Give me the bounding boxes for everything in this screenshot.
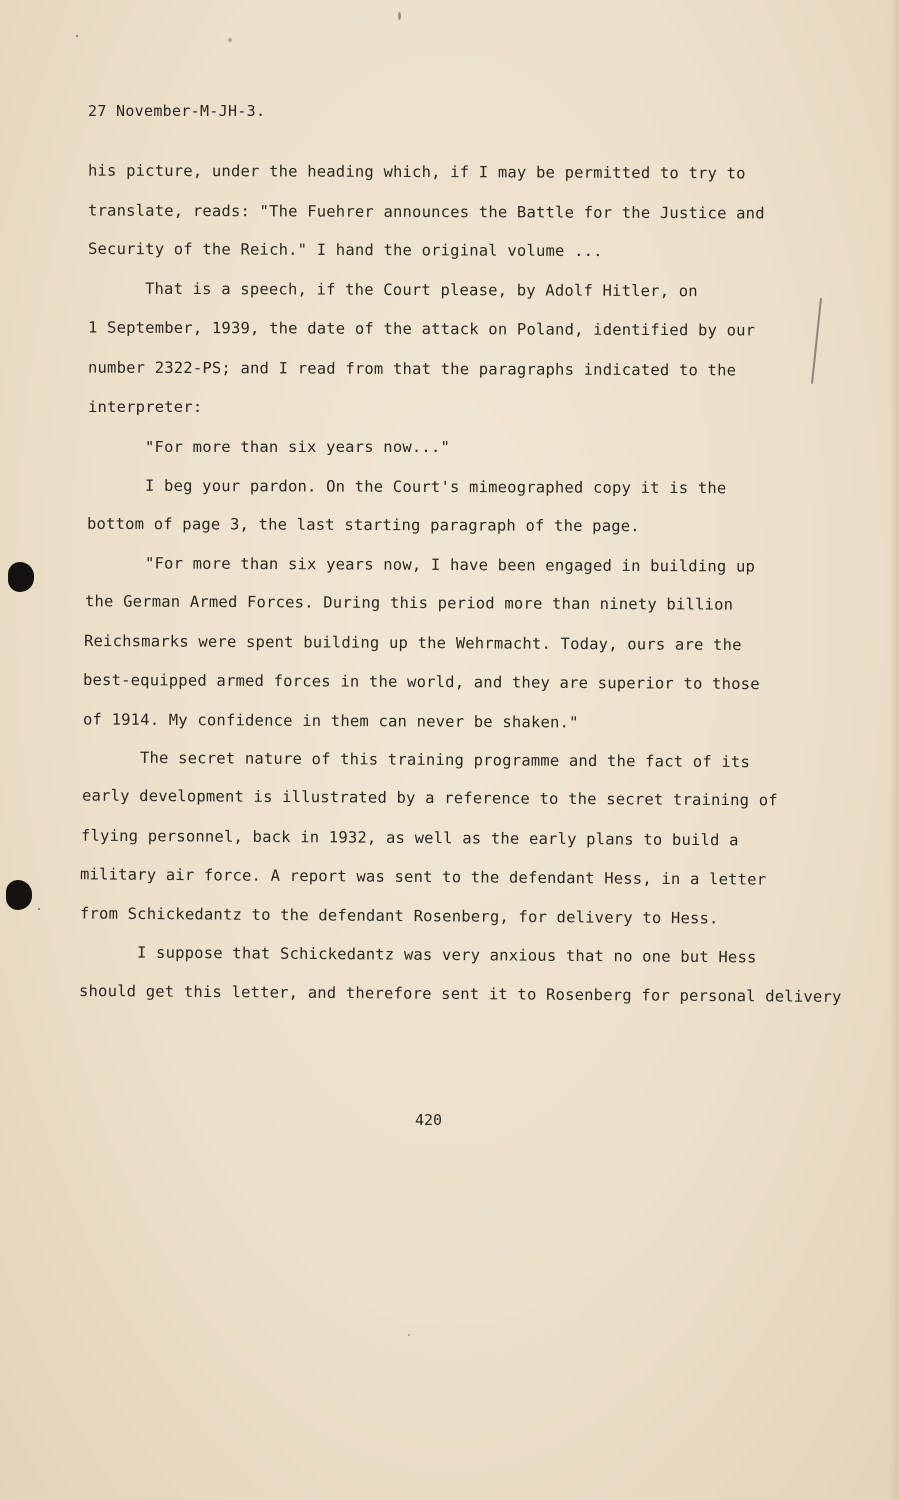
paper-speck bbox=[408, 1334, 410, 1336]
text-line: early development is illustrated by a reference to the secret training of bbox=[81, 786, 778, 810]
text-line: "For more than six years now, I have been engaged in building up bbox=[144, 554, 756, 576]
text-line: interpreter: bbox=[88, 398, 203, 416]
text-line: Security of the Reich." I hand the original volume ... bbox=[87, 239, 603, 261]
text-line: of 1914. My confidence in them can never be shaken." bbox=[82, 710, 579, 732]
page-edge-shadow bbox=[889, 0, 899, 1500]
punch-hole-bottom bbox=[6, 880, 32, 910]
page-number: 420 bbox=[415, 1111, 443, 1129]
text-line: his picture, under the heading which, if I may be permitted to try to bbox=[87, 161, 746, 183]
text-line: 1 September, 1939, the date of the attack on Poland, identified by our bbox=[87, 318, 756, 340]
text-line: "For more than six years now..." bbox=[145, 438, 451, 456]
punch-hole-top bbox=[8, 562, 34, 592]
text-line: best-equipped armed forces in the world, and they are superior to those bbox=[82, 670, 760, 694]
text-line: bottom of page 3, the last starting paragraph of the page. bbox=[86, 514, 640, 536]
text-line: military air force. A report was sent to the defendant Hess, in a letter bbox=[79, 865, 767, 889]
paper-speck bbox=[228, 38, 232, 42]
paper-speck bbox=[398, 12, 401, 20]
paper-speck bbox=[38, 908, 40, 910]
text-line: The secret nature of this training programme and the fact of its bbox=[139, 748, 751, 772]
text-line: I suppose that Schickedantz was very anxious that no one but Hess bbox=[136, 943, 757, 967]
text-line: flying personnel, back in 1932, as well as the early plans to build a bbox=[80, 826, 739, 850]
text-line: the German Armed Forces. During this period more than ninety billion bbox=[84, 592, 734, 614]
text-line: That is a speech, if the Court please, by Adolf Hitler, on bbox=[144, 279, 698, 301]
margin-pencil-mark bbox=[811, 298, 822, 384]
text-line: should get this letter, and therefore sent it to Rosenberg for personal delivery bbox=[78, 982, 842, 1006]
text-line: Reichsmarks were spent building up the Wehrmacht. Today, ours are the bbox=[83, 631, 742, 655]
document-header: 27 November-M-JH-3. bbox=[88, 102, 266, 120]
text-line: number 2322-PS; and I read from that the paragraphs indicated to the bbox=[87, 358, 737, 380]
text-line: translate, reads: "The Fuehrer announces the Battle for the Justice and bbox=[87, 201, 765, 223]
text-line: from Schickedantz to the defendant Rosenberg, for delivery to Hess. bbox=[79, 904, 719, 928]
text-line: I beg your pardon. On the Court's mimeographed copy it is the bbox=[144, 476, 727, 498]
paper-speck bbox=[76, 35, 78, 37]
